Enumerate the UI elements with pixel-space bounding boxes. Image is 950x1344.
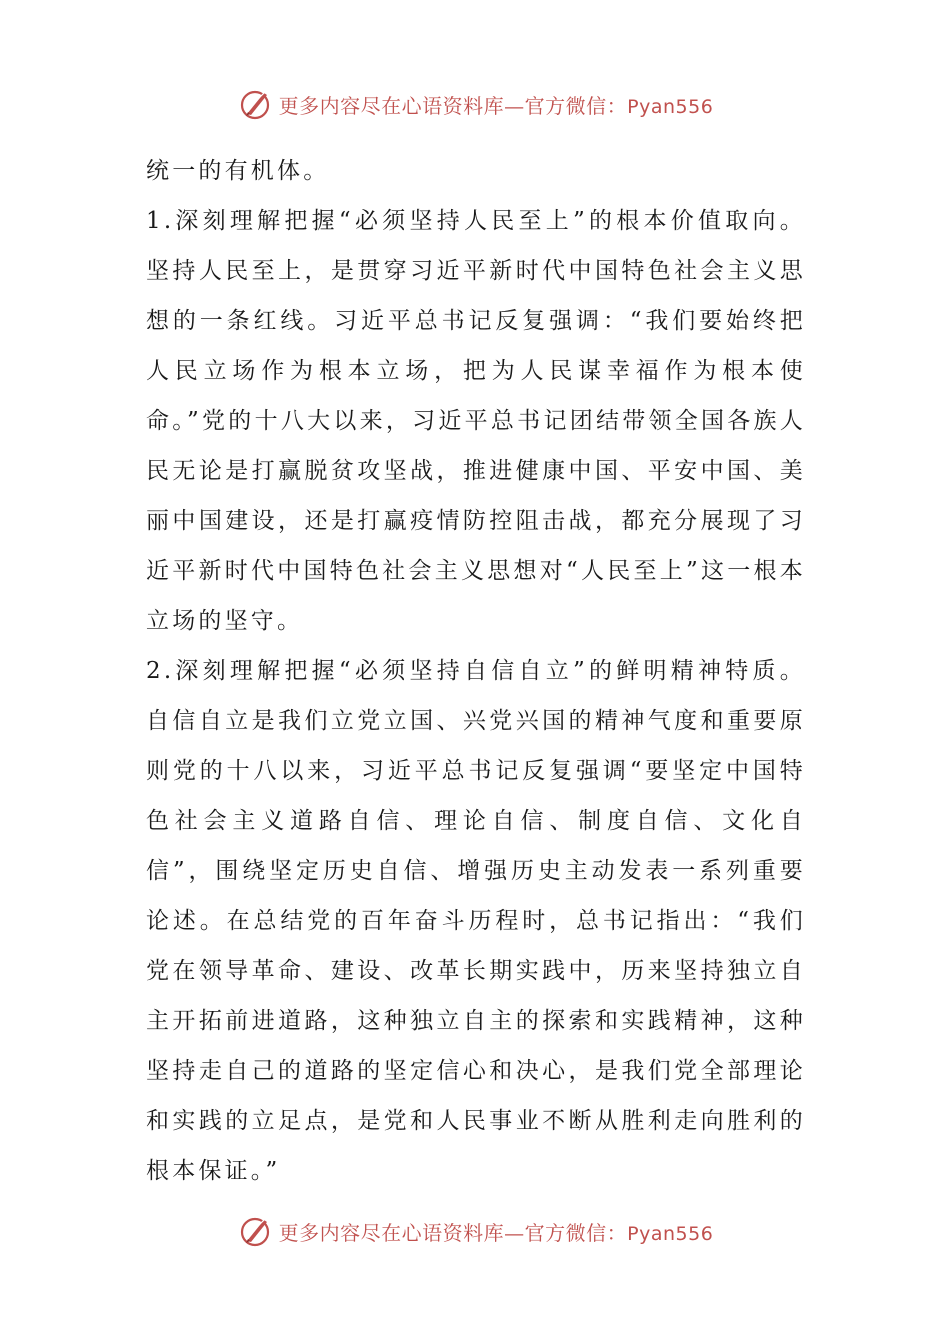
paragraph-continuation: 统一的有机体。 — [146, 158, 330, 184]
watermark-banner-top — [0, 84, 950, 124]
paragraph-section-1: 1.深刻理解把握“必须坚持人民至上”的根本价值取向。坚持人民至上，是贯穿习近平新时代中国特色社会主义思想的一条红线。习近平总书记反复强调：“我们要始终把人民立场作为根本立场，把为人民谋幸福作为根本使命。”党的十八大以来，习近平总书记团结带领全国各族人民无论是打赢脱贫攻坚战，推进健康中国、平安中国、美丽中国建设，还是打赢疫情防控阻击战，都充分展现了习近平新时代中国特色社会主义思想对“人民至上”这一根本立场的坚守。 — [146, 208, 806, 634]
wechat-id: Pyan556 — [627, 1222, 714, 1245]
watermark-label: 更多内容尽在心语资料库—官方微信： — [278, 93, 628, 118]
watermark-text — [279, 90, 714, 119]
watermark-label: 更多内容尽在心语资料库—官方微信： — [278, 1220, 628, 1245]
quill-pen-circle-icon — [237, 86, 273, 122]
document-body — [146, 146, 806, 1196]
watermark-banner-bottom — [0, 1211, 950, 1251]
wechat-id: Pyan556 — [627, 95, 714, 118]
quill-pen-circle-icon — [237, 1213, 273, 1249]
paragraph-section-2: 2.深刻理解把握“必须坚持自信自立”的鲜明精神特质。自信自立是我们立党立国、兴党兴国的精神气度和重要原则党的十八以来，习近平总书记反复强调“要坚定中国特色社会主义道路自信、理论自信、制度自信、文化自信”，围绕坚定历史自信、增强历史主动发表一系列重要论述。在总结党的百年奋斗历程时，总书记指出：“我们党在领导革命、建设、改革长期实践中，历来坚持独立自主开拓前进道路，这种独立自主的探索和实践精神，这种坚持走自己的道路的坚定信心和决心，是我们党全部理论和实践的立足点，是党和人民事业不断从胜利走向胜利的根本保证。” — [146, 658, 806, 1184]
watermark-text — [279, 1217, 714, 1246]
